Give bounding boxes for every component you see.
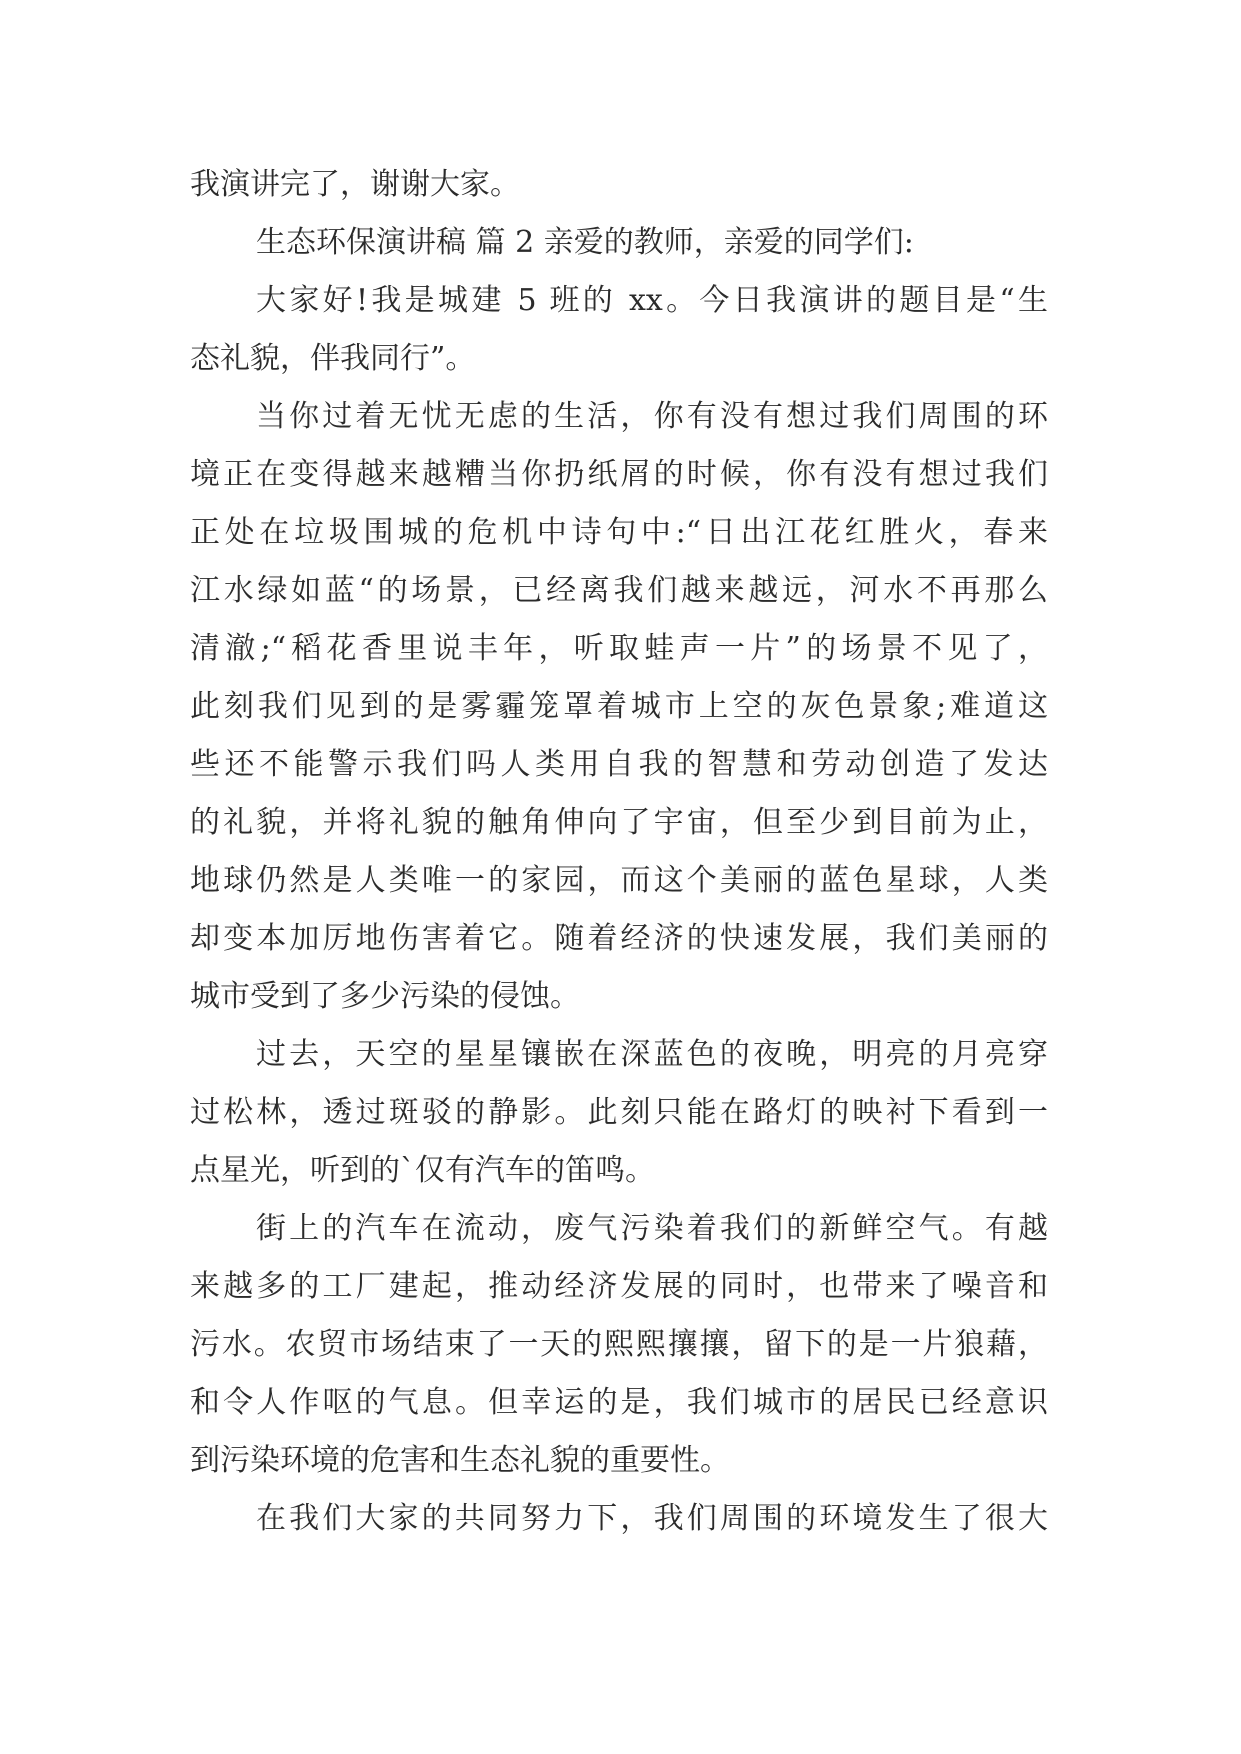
text-line: 城市受到了多少污染的侵蚀。 [190, 979, 580, 1014]
text-line: 些还不能警示我们吗人类用自我的智慧和劳动创造了发达 [190, 747, 1048, 782]
text-line: 我演讲完了，谢谢大家。 [190, 167, 520, 202]
text-line: 态礼貌，伴我同行”。 [190, 341, 476, 376]
text-line: 生态环保演讲稿 篇 2 亲爱的教师，亲爱的同学们: [256, 225, 914, 260]
text-line: 大家好!我是城建 5 班的 xx。今日我演讲的题目是“生 [256, 283, 1048, 318]
text-line: 来越多的工厂建起，推动经济发展的同时，也带来了噪音和 [190, 1269, 1048, 1304]
text-line: 点星光，听到的`仅有汽车的笛鸣。 [190, 1153, 655, 1188]
text-line: 江水绿如蓝“的场景，已经离我们越来越远，河水不再那么 [190, 573, 1048, 608]
text-line: 污水。农贸市场结束了一天的熙熙攘攘，留下的是一片狼藉， [190, 1327, 1048, 1362]
text-line: 街上的汽车在流动，废气污染着我们的新鲜空气。有越 [256, 1211, 1048, 1246]
text-line: 正处在垃圾围城的危机中诗句中:“日出江花红胜火，春来 [190, 515, 1048, 550]
text-line: 和令人作呕的气息。但幸运的是，我们城市的居民已经意识 [190, 1385, 1048, 1420]
text-line: 过去，天空的星星镶嵌在深蓝色的夜晚，明亮的月亮穿 [256, 1037, 1048, 1072]
text-line: 当你过着无忧无虑的生活，你有没有想过我们周围的环 [256, 399, 1048, 434]
text-line: 到污染环境的危害和生态礼貌的重要性。 [190, 1443, 730, 1478]
text-line: 在我们大家的共同努力下，我们周围的环境发生了很大 [256, 1501, 1048, 1536]
text-line: 过松林，透过斑驳的静影。此刻只能在路灯的映衬下看到一 [190, 1095, 1048, 1130]
text-line: 清澈;“稻花香里说丰年，听取蛙声一片”的场景不见了， [190, 631, 1048, 666]
document-body [190, 156, 1048, 1548]
text-line: 此刻我们见到的是雾霾笼罩着城市上空的灰色景象;难道这 [190, 689, 1048, 724]
text-line: 的礼貌，并将礼貌的触角伸向了宇宙，但至少到目前为止， [190, 805, 1048, 840]
text-line: 境正在变得越来越糟当你扔纸屑的时候，你有没有想过我们 [190, 457, 1048, 492]
text-line: 却变本加厉地伤害着它。随着经济的快速发展，我们美丽的 [190, 921, 1048, 956]
text-line: 地球仍然是人类唯一的家园，而这个美丽的蓝色星球，人类 [190, 863, 1048, 898]
